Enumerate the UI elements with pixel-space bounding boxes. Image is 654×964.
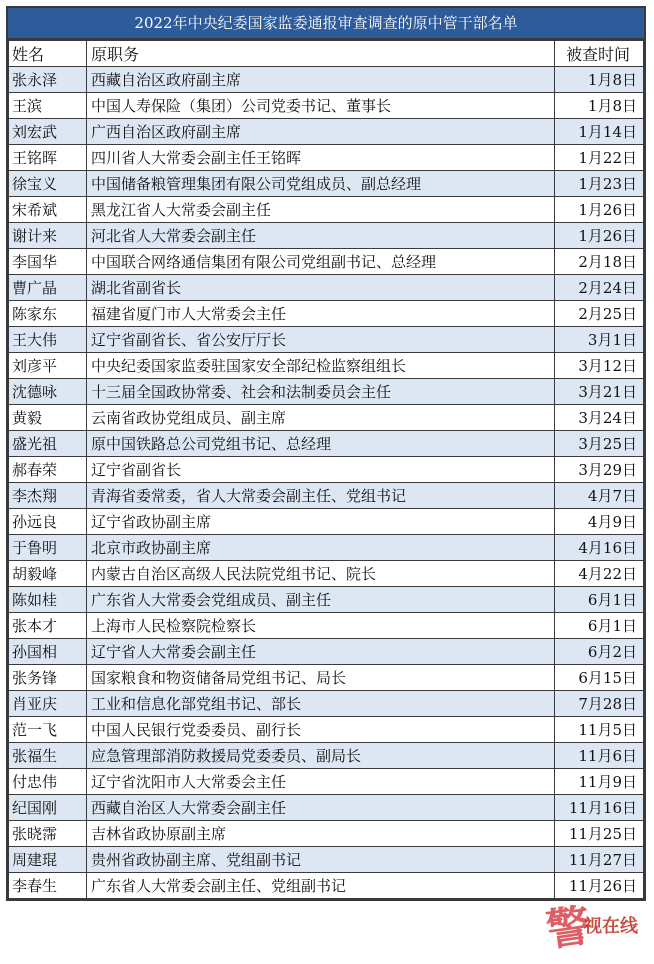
row-name: 张福生 xyxy=(9,743,87,769)
row-position: 广东省人大常委会副主任、党组副书记 xyxy=(87,873,555,899)
row-position: 吉林省政协原副主席 xyxy=(87,821,555,847)
row-name: 王铭晖 xyxy=(9,145,87,171)
roster-table xyxy=(8,40,644,899)
row-position: 黑龙江省人大常委会副主任 xyxy=(87,197,555,223)
sheet-title: 2022年中央纪委国家监委通报审查调查的原中管干部名单 xyxy=(8,8,644,40)
row-name: 徐宝义 xyxy=(9,171,87,197)
table-row xyxy=(9,431,644,457)
row-date: 2月25日 xyxy=(555,301,644,327)
table-row xyxy=(9,769,644,795)
row-name: 付忠伟 xyxy=(9,769,87,795)
row-position: 中国人民银行党委委员、副行长 xyxy=(87,717,555,743)
row-date: 1月23日 xyxy=(555,171,644,197)
row-date: 11月6日 xyxy=(555,743,644,769)
row-name: 郝春荣 xyxy=(9,457,87,483)
row-position: 中国人寿保险（集团）公司党委书记、董事长 xyxy=(87,93,555,119)
row-position: 中央纪委国家监委驻国家安全部纪检监察组组长 xyxy=(87,353,555,379)
table-row xyxy=(9,301,644,327)
row-position: 辽宁省副省长 xyxy=(87,457,555,483)
row-date: 6月1日 xyxy=(555,587,644,613)
table-row xyxy=(9,457,644,483)
row-name: 沈德咏 xyxy=(9,379,87,405)
row-name: 曹广晶 xyxy=(9,275,87,301)
table-row xyxy=(9,691,644,717)
row-date: 3月1日 xyxy=(555,327,644,353)
row-name: 范一飞 xyxy=(9,717,87,743)
row-position: 内蒙古自治区高级人民法院党组书记、院长 xyxy=(87,561,555,587)
row-date: 3月12日 xyxy=(555,353,644,379)
row-name: 张务锋 xyxy=(9,665,87,691)
row-position: 云南省政协党组成员、副主席 xyxy=(87,405,555,431)
table-row xyxy=(9,587,644,613)
row-date: 3月21日 xyxy=(555,379,644,405)
row-name: 李国华 xyxy=(9,249,87,275)
row-position: 湖北省副省长 xyxy=(87,275,555,301)
row-position: 应急管理部消防救援局党委委员、副局长 xyxy=(87,743,555,769)
table-row xyxy=(9,171,644,197)
table-row xyxy=(9,639,644,665)
row-date: 11月26日 xyxy=(555,873,644,899)
table-row xyxy=(9,717,644,743)
table-row xyxy=(9,509,644,535)
row-position: 福建省厦门市人大常委会主任 xyxy=(87,301,555,327)
row-date: 3月29日 xyxy=(555,457,644,483)
header-date: 被查时间 xyxy=(555,41,644,67)
row-date: 6月1日 xyxy=(555,613,644,639)
row-date: 11月9日 xyxy=(555,769,644,795)
row-date: 6月15日 xyxy=(555,665,644,691)
row-name: 周建琨 xyxy=(9,847,87,873)
table-row xyxy=(9,67,644,93)
table-row xyxy=(9,93,644,119)
watermark-seal-icon: 警 xyxy=(543,900,594,957)
row-name: 孙国相 xyxy=(9,639,87,665)
row-position: 辽宁省人大常委会副主任 xyxy=(87,639,555,665)
row-name: 于鲁明 xyxy=(9,535,87,561)
row-name: 陈如桂 xyxy=(9,587,87,613)
row-position: 中国储备粮管理集团有限公司党组成员、副总经理 xyxy=(87,171,555,197)
table-row xyxy=(9,327,644,353)
row-position: 河北省人大常委会副主任 xyxy=(87,223,555,249)
row-position: 青海省委常委，省人大常委会副主任、党组书记 xyxy=(87,483,555,509)
table-row xyxy=(9,795,644,821)
row-date: 4月22日 xyxy=(555,561,644,587)
header-name: 姓名 xyxy=(9,41,87,67)
watermark-text: 视在线 xyxy=(584,916,638,937)
table-row xyxy=(9,405,644,431)
row-name: 盛光祖 xyxy=(9,431,87,457)
row-name: 李杰翔 xyxy=(9,483,87,509)
row-position: 广东省人大常委会党组成员、副主任 xyxy=(87,587,555,613)
row-date: 3月24日 xyxy=(555,405,644,431)
row-date: 4月16日 xyxy=(555,535,644,561)
table-header-row xyxy=(9,41,644,67)
table-row xyxy=(9,847,644,873)
row-name: 张永泽 xyxy=(9,67,87,93)
row-date: 11月5日 xyxy=(555,717,644,743)
row-position: 上海市人民检察院检察长 xyxy=(87,613,555,639)
table-row xyxy=(9,119,644,145)
row-date: 2月24日 xyxy=(555,275,644,301)
table-row xyxy=(9,613,644,639)
table-row xyxy=(9,197,644,223)
row-date: 1月22日 xyxy=(555,145,644,171)
row-name: 肖亚庆 xyxy=(9,691,87,717)
row-position: 北京市政协副主席 xyxy=(87,535,555,561)
row-date: 1月14日 xyxy=(555,119,644,145)
row-name: 刘宏武 xyxy=(9,119,87,145)
row-name: 胡毅峰 xyxy=(9,561,87,587)
row-date: 1月26日 xyxy=(555,223,644,249)
row-position: 辽宁省副省长、省公安厅厅长 xyxy=(87,327,555,353)
row-name: 黄毅 xyxy=(9,405,87,431)
row-date: 7月28日 xyxy=(555,691,644,717)
row-name: 陈家东 xyxy=(9,301,87,327)
header-position: 原职务 xyxy=(87,41,555,67)
row-date: 6月2日 xyxy=(555,639,644,665)
table-row xyxy=(9,873,644,899)
table-row xyxy=(9,379,644,405)
row-date: 3月25日 xyxy=(555,431,644,457)
row-position: 国家粮食和物资储备局党组书记、局长 xyxy=(87,665,555,691)
row-position: 西藏自治区人大常委会副主任 xyxy=(87,795,555,821)
row-position: 辽宁省政协副主席 xyxy=(87,509,555,535)
row-position: 贵州省政协副主席、党组副书记 xyxy=(87,847,555,873)
row-name: 张晓霈 xyxy=(9,821,87,847)
row-position: 西藏自治区政府副主席 xyxy=(87,67,555,93)
row-position: 十三届全国政协常委、社会和法制委员会主任 xyxy=(87,379,555,405)
row-date: 2月18日 xyxy=(555,249,644,275)
row-name: 谢计来 xyxy=(9,223,87,249)
row-name: 李春生 xyxy=(9,873,87,899)
row-position: 辽宁省沈阳市人大常委会主任 xyxy=(87,769,555,795)
row-position: 工业和信息化部党组书记、部长 xyxy=(87,691,555,717)
table-row xyxy=(9,665,644,691)
table-row xyxy=(9,353,644,379)
row-date: 11月16日 xyxy=(555,795,644,821)
table-row xyxy=(9,561,644,587)
row-date: 11月27日 xyxy=(555,847,644,873)
row-position: 原中国铁路总公司党组书记、总经理 xyxy=(87,431,555,457)
row-date: 4月9日 xyxy=(555,509,644,535)
table-row xyxy=(9,275,644,301)
row-date: 11月25日 xyxy=(555,821,644,847)
row-name: 孙远良 xyxy=(9,509,87,535)
row-position: 广西自治区政府副主席 xyxy=(87,119,555,145)
table-row xyxy=(9,483,644,509)
row-date: 1月26日 xyxy=(555,197,644,223)
table-row xyxy=(9,223,644,249)
table-row xyxy=(9,145,644,171)
row-name: 王滨 xyxy=(9,93,87,119)
row-name: 张本才 xyxy=(9,613,87,639)
row-position: 四川省人大常委会副主任王铭晖 xyxy=(87,145,555,171)
roster-sheet xyxy=(6,6,646,901)
row-date: 4月7日 xyxy=(555,483,644,509)
row-name: 纪国刚 xyxy=(9,795,87,821)
row-name: 宋希斌 xyxy=(9,197,87,223)
row-date: 1月8日 xyxy=(555,93,644,119)
table-row xyxy=(9,821,644,847)
table-row xyxy=(9,249,644,275)
table-row xyxy=(9,535,644,561)
table-row xyxy=(9,743,644,769)
row-date: 1月8日 xyxy=(555,67,644,93)
row-name: 刘彦平 xyxy=(9,353,87,379)
row-position: 中国联合网络通信集团有限公司党组副书记、总经理 xyxy=(87,249,555,275)
row-name: 王大伟 xyxy=(9,327,87,353)
